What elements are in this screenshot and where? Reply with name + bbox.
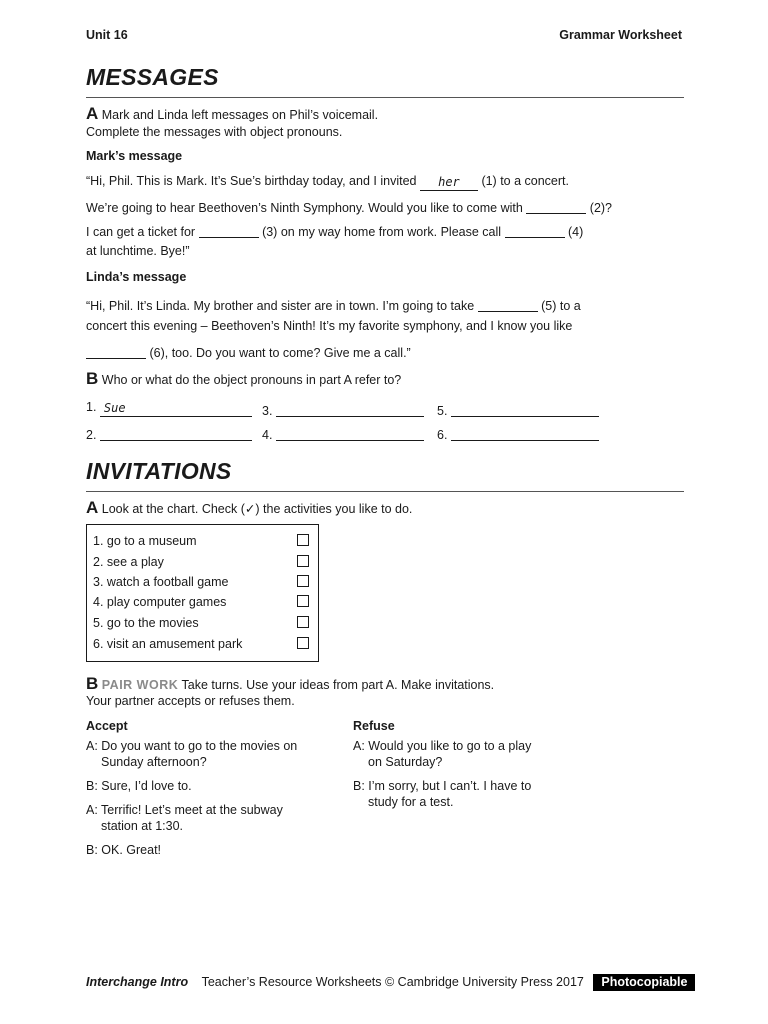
handwritten-answer: her <box>438 175 460 189</box>
text: ) the activities you like to do. <box>255 502 413 516</box>
messages-title: MESSAGES <box>86 64 219 90</box>
part-letter: A <box>86 104 99 123</box>
instruction-text-2: Your partner accepts or refuses them. <box>86 694 295 708</box>
checkbox-icon[interactable] <box>297 575 309 587</box>
answer-row-2 <box>86 424 252 442</box>
photocopiable-badge: Photocopiable <box>593 974 695 991</box>
checkbox-icon[interactable] <box>297 595 309 607</box>
instruction-text: Who or what do the object pronouns in part A refer to? <box>101 373 402 387</box>
activity-item: 1. go to a museum <box>93 534 197 548</box>
answer-blank-1[interactable] <box>420 176 478 191</box>
part-letter: B <box>86 674 99 693</box>
refuse-line: B: I’m sorry, but I can’t. I have to <box>353 779 532 793</box>
accept-line: A: Do you want to go to the movies on <box>86 739 298 753</box>
answer-row-4 <box>262 424 424 442</box>
refuse-line: study for a test. <box>368 795 454 809</box>
refuse-line: A: Would you like to go to a play <box>353 739 532 753</box>
text: Look at the chart. Check ( <box>101 502 245 516</box>
worksheet-type: Grammar Worksheet <box>559 28 682 42</box>
messages-part-a-instruction <box>86 104 378 124</box>
refer-blank-6[interactable] <box>451 426 599 441</box>
handwritten-answer: Sue <box>103 401 126 415</box>
item-number: 2. <box>86 428 97 442</box>
pair-work-label: PAIR WORK <box>101 678 179 692</box>
activity-item: 4. play computer games <box>93 595 227 609</box>
unit-label: Unit 16 <box>86 28 128 42</box>
mark-line-1 <box>86 174 569 189</box>
marks-message-heading: Mark’s message <box>86 149 183 163</box>
activity-item: 6. visit an amusement park <box>93 637 243 651</box>
checkbox-icon[interactable] <box>297 637 309 649</box>
copyright-text: Teacher’s Resource Worksheets © Cambridge University Press 2017 <box>201 975 584 989</box>
text: I can get a ticket for <box>86 225 196 239</box>
answer-row-6 <box>437 424 599 442</box>
text: “Hi, Phil. It’s Linda. My brother and sister are in town. I’m going to take <box>86 299 475 313</box>
instruction-text: Take turns. Use your ideas from part A. Make invitations. <box>181 678 495 692</box>
linda-line-3 <box>86 342 411 360</box>
answer-blank-6[interactable] <box>86 344 146 359</box>
check-mark-icon: ✓ <box>244 502 256 516</box>
invitations-part-b-instruction <box>86 674 494 694</box>
invitations-part-a-instruction <box>86 498 412 518</box>
activity-item: 5. go to the movies <box>93 616 199 630</box>
text: We’re going to hear Beethoven’s Ninth Symphony. Would you like to come with <box>86 201 523 215</box>
mark-line-4: at lunchtime. Bye!” <box>86 244 190 258</box>
instruction-text: Mark and Linda left messages on Phil’s voicemail. <box>101 108 379 122</box>
item-number: 3. <box>262 404 273 418</box>
item-number: 4. <box>262 428 273 442</box>
activity-item: 3. watch a football game <box>93 575 229 589</box>
text: (6), too. Do you want to come? Give me a call.” <box>149 346 411 360</box>
instruction-text-2: Complete the messages with object pronouns. <box>86 125 343 139</box>
answer-row-5 <box>437 400 599 418</box>
accept-line: B: Sure, I’d love to. <box>86 779 192 793</box>
answer-blank-4[interactable] <box>505 223 565 238</box>
messages-divider <box>86 97 684 98</box>
refer-blank-2[interactable] <box>100 426 252 441</box>
text: “Hi, Phil. This is Mark. It’s Sue’s birthday today, and I invited <box>86 174 417 188</box>
answer-blank-5[interactable] <box>478 297 538 312</box>
text: (2)? <box>589 201 613 215</box>
mark-line-2 <box>86 197 612 215</box>
checkbox-icon[interactable] <box>297 555 309 567</box>
refuse-line: on Saturday? <box>368 755 443 769</box>
refer-blank-4[interactable] <box>276 426 424 441</box>
answer-blank-3[interactable] <box>199 223 259 238</box>
activities-chart <box>86 524 319 662</box>
answer-row-3 <box>262 400 424 418</box>
linda-line-2: concert this evening – Beethoven’s Ninth! It’s my favorite symphony, and I know you like <box>86 319 573 333</box>
accept-line: station at 1:30. <box>101 819 184 833</box>
text: (3) on my way home from work. Please call <box>262 225 502 239</box>
item-number: 6. <box>437 428 448 442</box>
answer-blank-2[interactable] <box>526 199 586 214</box>
part-letter: B <box>86 369 99 388</box>
linda-line-1 <box>86 295 581 313</box>
text: (1) to a concert. <box>481 174 569 188</box>
answer-row-1 <box>86 400 252 415</box>
mark-line-3 <box>86 221 583 239</box>
lindas-message-heading: Linda’s message <box>86 270 187 284</box>
activity-item: 2. see a play <box>93 555 164 569</box>
invitations-divider <box>86 491 684 492</box>
refer-blank-3[interactable] <box>276 402 424 417</box>
checkbox-icon[interactable] <box>297 616 309 628</box>
accept-heading: Accept <box>86 719 128 733</box>
refer-blank-1[interactable] <box>100 402 252 417</box>
messages-part-b-instruction <box>86 369 401 389</box>
footer <box>86 975 695 989</box>
refuse-heading: Refuse <box>353 719 395 733</box>
book-title: Interchange Intro <box>86 975 189 989</box>
refer-blank-5[interactable] <box>451 402 599 417</box>
accept-line: Sunday afternoon? <box>101 755 207 769</box>
accept-line: B: OK. Great! <box>86 843 162 857</box>
part-letter: A <box>86 498 99 517</box>
item-number: 1. <box>86 400 97 414</box>
checkbox-icon[interactable] <box>297 534 309 546</box>
invitations-title: INVITATIONS <box>86 458 232 484</box>
item-number: 5. <box>437 404 448 418</box>
accept-line: A: Terrific! Let’s meet at the subway <box>86 803 283 817</box>
text: (5) to a <box>541 299 581 313</box>
text: (4) <box>568 225 584 239</box>
